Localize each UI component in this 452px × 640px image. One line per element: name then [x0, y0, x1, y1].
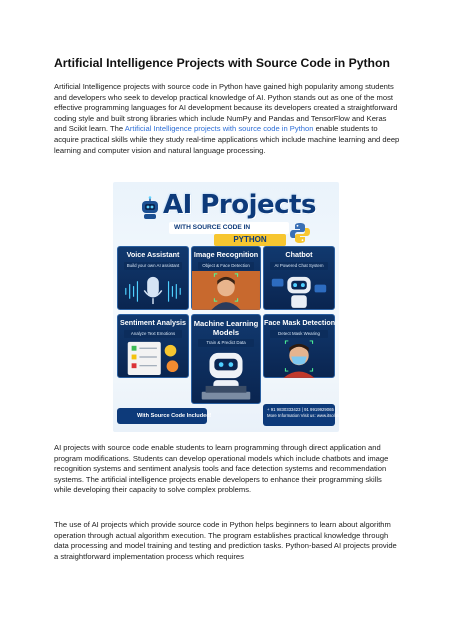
source-code-banner: With Source Code Included! — [117, 408, 207, 424]
contact-website: More Information Visit us: www.itsolutionsnova.com — [267, 413, 365, 419]
contact-info — [263, 404, 365, 426]
body-paragraph-3: The use of AI projects which provide source code in Python helps beginners to learn about algorithm operation through actual algorithm execution. The program establishes practical knowledge through data processing and model training and testing and prediction tasks. Python-based AI projects provide a straightforward implementation process which requires — [54, 520, 397, 561]
card-subtitle: Train & Predict Data — [198, 339, 254, 347]
card-title: Voice Assistant — [126, 250, 180, 259]
poster-headline: AI Projects — [163, 190, 316, 220]
poster-header — [113, 188, 339, 244]
body-paragraph-2: AI projects with source code enable students to learn programming through direct application and program modifications. Students can develop operational models which include chatbots and image recognition systems and sentiment analysis tools and face detection systems and recommendation systems. The artificial intelligence projects enable developers to enhance their programming skills while developing their capacity to solve complex problems. — [54, 443, 389, 495]
card-chatbot — [263, 246, 335, 310]
face-mask-icon — [264, 339, 334, 378]
card-subtitle: AI Powered Chat System — [270, 262, 328, 270]
poster-python-label: PYTHON — [214, 234, 286, 246]
card-title: Machine Learning Models — [193, 319, 259, 337]
card-subtitle: Object & Face Detection — [198, 262, 254, 270]
intro-text-end: enable students to acquire practical skills while they study real-time applications which include machine learning and deep learning and computer vision and natural language processing. — [54, 124, 400, 155]
card-subtitle: Analyze Text Emotions — [124, 330, 182, 338]
face-detection-icon — [192, 271, 260, 310]
article-title: Artificial Intelligence Projects with Source Code in Python — [54, 56, 390, 70]
card-title: Sentiment Analysis — [119, 318, 187, 327]
microphone-icon — [118, 271, 188, 310]
emotion-checklist-icon — [118, 339, 188, 378]
intro-paragraph — [54, 82, 400, 156]
ai-projects-poster — [113, 182, 365, 432]
card-image-recognition — [191, 246, 261, 310]
robot-chatbot-icon — [264, 271, 334, 310]
robot-icon — [139, 196, 161, 220]
poster-subtitle: WITH SOURCE CODE IN — [169, 222, 289, 234]
card-face-mask-detection — [263, 314, 335, 378]
intro-text-start: Artificial Intelligence projects with source code in Python have gained high popularity among students and developers who seek to develop practical knowledge of AI. Python stands out as one of the most effective programming languages for AI development because its developers created a straightforward coding style and built strong libraries which include NumPy and Pandas and TensorFlow and Keras and Scikit learn. The — [54, 82, 398, 134]
card-sentiment-analysis — [117, 314, 189, 378]
card-title: Image Recognition — [193, 250, 259, 259]
card-machine-learning — [191, 314, 261, 404]
card-subtitle: Build your own AI assistant — [124, 262, 182, 270]
card-title: Chatbot — [285, 250, 313, 259]
python-logo-icon — [289, 222, 311, 244]
card-title: Face Mask Detection — [264, 318, 336, 327]
ai-projects-link[interactable]: Artificial Intelligence projects with source code in Python — [124, 124, 314, 134]
card-voice-assistant — [117, 246, 189, 310]
robot-laptop-icon — [192, 349, 260, 403]
contact-phone: + 91 9830333423 | 91 9919929065 — [267, 407, 334, 412]
card-subtitle: Detect Mask Wearing — [270, 330, 328, 338]
